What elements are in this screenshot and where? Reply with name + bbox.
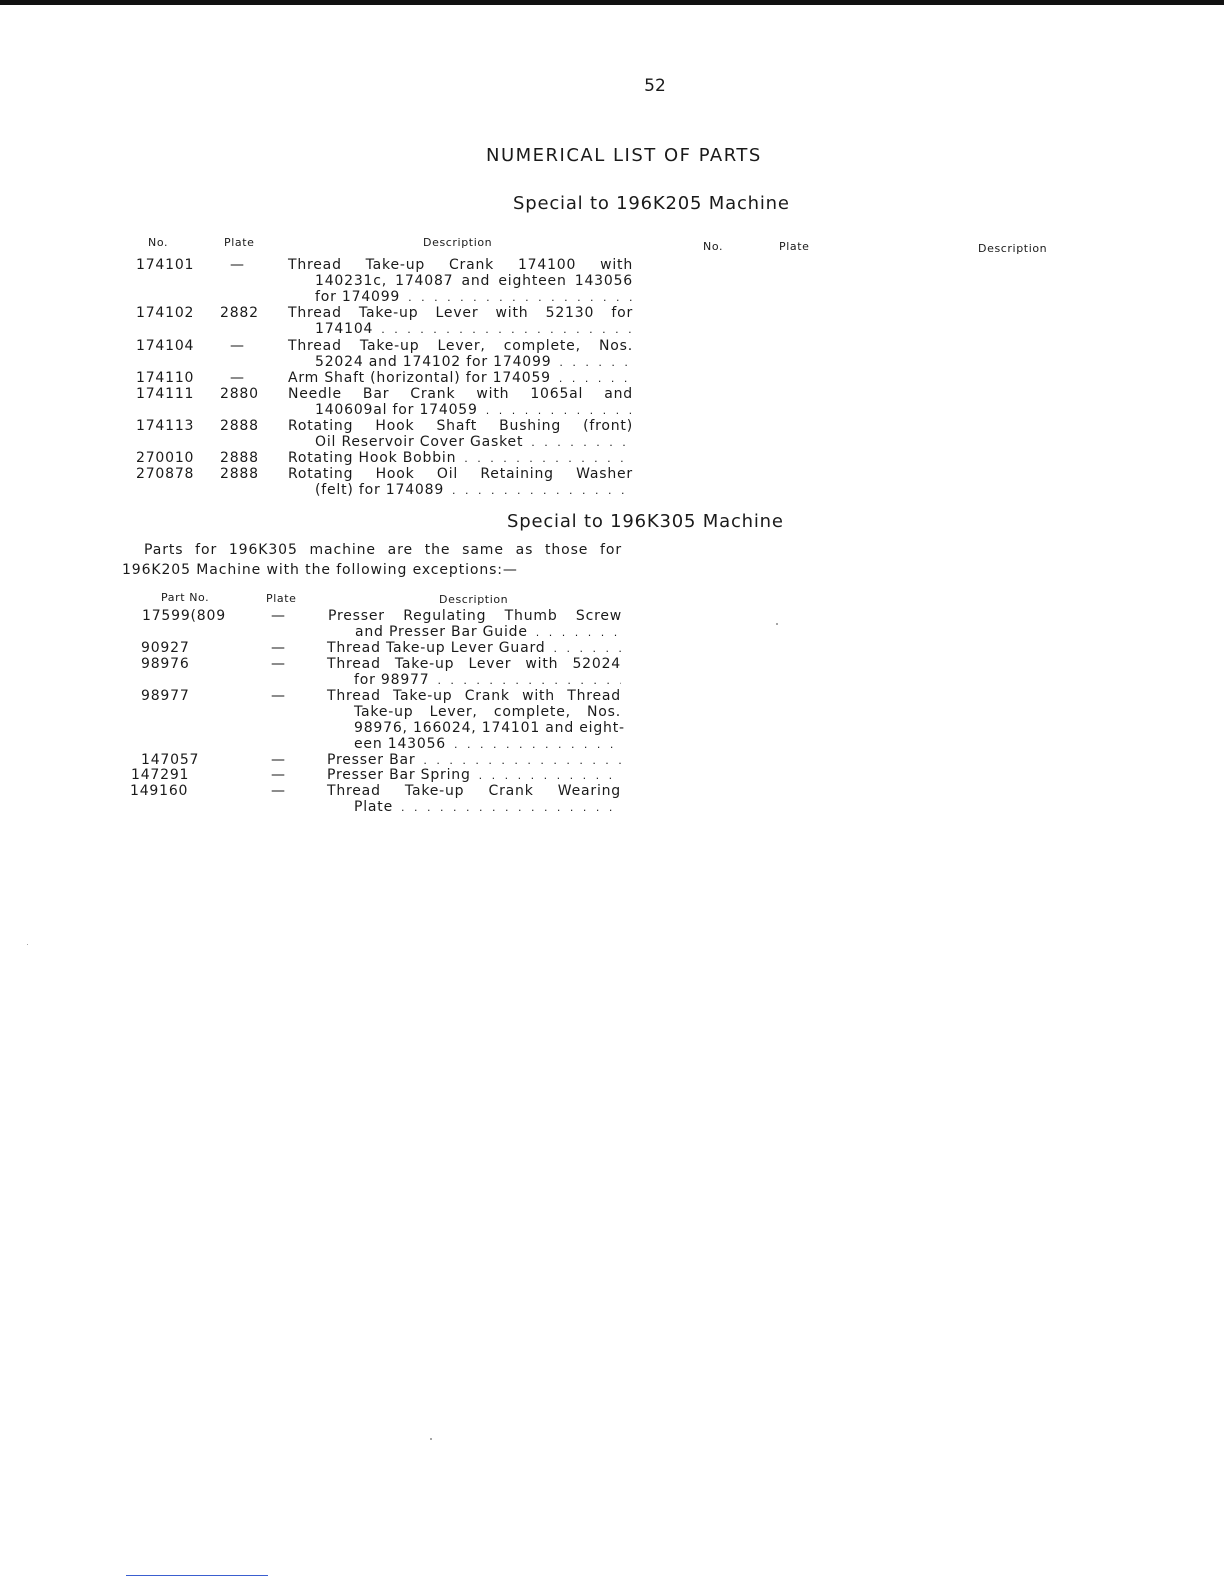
description-line: Rotating Hook Oil Retaining Washer	[288, 466, 633, 482]
description-line: Thread Take-up Crank Wearing	[327, 783, 621, 799]
part-description	[327, 783, 621, 816]
part-number: 147057	[141, 752, 200, 768]
part-description	[327, 688, 625, 753]
description-line: Thread Take-up Lever with 52024	[327, 656, 621, 672]
plate-number: —	[271, 783, 286, 799]
part-description	[288, 466, 633, 499]
part-number: 174102	[136, 305, 195, 321]
part-number: 17599(809	[142, 608, 226, 624]
description-line: for 98977 . . .	[327, 672, 621, 689]
description-line: Presser Bar . . .	[327, 752, 621, 769]
col-header-plate: Plate	[224, 236, 255, 249]
page-number: 52	[644, 76, 666, 96]
plate-number: —	[230, 257, 245, 273]
leader-dots	[401, 800, 621, 816]
description-line: (felt) for 174089 . . .	[288, 482, 633, 499]
part-number: 147291	[131, 767, 190, 783]
description-line: Arm Shaft (horizontal) for 174059 . . .	[288, 370, 633, 387]
part-number: 90927	[141, 640, 190, 656]
description-line: Plate . . .	[327, 799, 621, 816]
part-number: 149160	[130, 783, 189, 799]
description-line: Oil Reservoir Cover Gasket . . .	[288, 434, 633, 451]
plate-number: 2888	[220, 450, 259, 466]
leader-dots	[486, 403, 633, 419]
description-line: Rotating Hook Bobbin . . .	[288, 450, 633, 467]
description-line: Needle Bar Crank with 1065al and	[288, 386, 633, 402]
plate-number: —	[271, 608, 286, 624]
leader-dots	[553, 641, 621, 657]
bottom-link-rule	[126, 1575, 268, 1576]
leader-dots	[479, 768, 621, 784]
plate-number: —	[230, 338, 245, 354]
col-header-part-no: Part No.	[161, 591, 210, 604]
intro-line: 196K205 Machine with the following exceptions:—	[122, 562, 518, 578]
scan-speck	[430, 1438, 432, 1440]
col-header-plate-right: Plate	[779, 240, 810, 253]
description-line: 52024 and 174102 for 174099 . . .	[288, 354, 633, 371]
leader-dots	[464, 451, 633, 467]
part-number: 174110	[136, 370, 195, 386]
leader-dots	[381, 322, 633, 338]
part-description	[288, 305, 633, 338]
description-line: and Presser Bar Guide . . .	[328, 624, 622, 641]
page-title: NUMERICAL LIST OF PARTS	[486, 145, 762, 166]
description-line: 140609al for 174059 . . .	[288, 402, 633, 419]
col-header-plate: Plate	[266, 592, 297, 605]
description-line: Presser Regulating Thumb Screw	[328, 608, 622, 624]
description-line: Rotating Hook Shaft Bushing (front)	[288, 418, 633, 434]
part-number: 174111	[136, 386, 195, 402]
part-description	[288, 370, 633, 387]
part-description	[288, 386, 633, 419]
description-line: Thread Take-up Lever Guard . . .	[327, 640, 621, 657]
part-number: 174101	[136, 257, 195, 273]
col-header-description: Description	[423, 236, 493, 249]
plate-number: —	[271, 656, 286, 672]
plate-number: 2888	[220, 418, 259, 434]
plate-number: —	[271, 752, 286, 768]
scan-speck	[776, 623, 778, 625]
plate-number: —	[271, 688, 286, 704]
section-heading-196k305: Special to 196K305 Machine	[507, 511, 784, 532]
col-header-description: Description	[439, 593, 509, 606]
plate-number: 2888	[220, 466, 259, 482]
leader-dots	[531, 435, 633, 451]
plate-number: —	[271, 767, 286, 783]
col-header-description-right: Description	[978, 242, 1048, 255]
part-number: 270878	[136, 466, 195, 482]
part-number: 174113	[136, 418, 195, 434]
intro-line: Parts for 196K305 machine are the same as those for	[144, 542, 622, 558]
part-number: 98977	[141, 688, 190, 704]
col-header-no-right: No.	[703, 240, 724, 253]
top-border-rule	[0, 0, 1224, 5]
description-line: een 143056 . . .	[327, 736, 621, 753]
plate-number: 2882	[220, 305, 259, 321]
description-line: 174104 . . .	[288, 321, 633, 338]
description-line: Thread Take-up Crank 174100 with	[288, 257, 633, 273]
leader-dots	[437, 673, 621, 689]
description-line: for 174099 . . .	[288, 289, 633, 306]
description-line: Take-up Lever, complete, Nos.	[354, 704, 621, 720]
leader-dots	[452, 483, 633, 499]
description-line: Thread Take-up Lever, complete, Nos.	[288, 338, 633, 354]
part-description	[288, 338, 633, 371]
part-description	[328, 608, 622, 641]
part-number: 98976	[141, 656, 190, 672]
section-heading-196k205: Special to 196K205 Machine	[513, 193, 790, 214]
leader-dots	[454, 737, 621, 753]
scan-speck	[27, 944, 28, 945]
part-number: 174104	[136, 338, 195, 354]
part-description	[327, 640, 621, 657]
part-number: 270010	[136, 450, 195, 466]
leader-dots	[536, 625, 622, 641]
part-description	[288, 257, 633, 306]
leader-dots	[408, 290, 633, 306]
part-description	[288, 418, 633, 451]
description-line: 98976, 166024, 174101 and eight-	[354, 720, 625, 736]
description-line: Presser Bar Spring . . .	[327, 767, 621, 784]
col-header-no: No.	[148, 236, 169, 249]
part-description	[327, 767, 621, 784]
leader-dots	[559, 355, 633, 371]
part-description	[288, 450, 633, 467]
part-description	[327, 656, 621, 689]
description-line: Thread Take-up Crank with Thread	[327, 688, 621, 704]
leader-dots	[559, 371, 633, 387]
description-line: 140231c, 174087 and eighteen 143056	[315, 273, 633, 289]
plate-number: —	[271, 640, 286, 656]
section-intro	[122, 540, 622, 580]
plate-number: 2880	[220, 386, 259, 402]
description-line: Thread Take-up Lever with 52130 for	[288, 305, 633, 321]
plate-number: —	[230, 370, 245, 386]
